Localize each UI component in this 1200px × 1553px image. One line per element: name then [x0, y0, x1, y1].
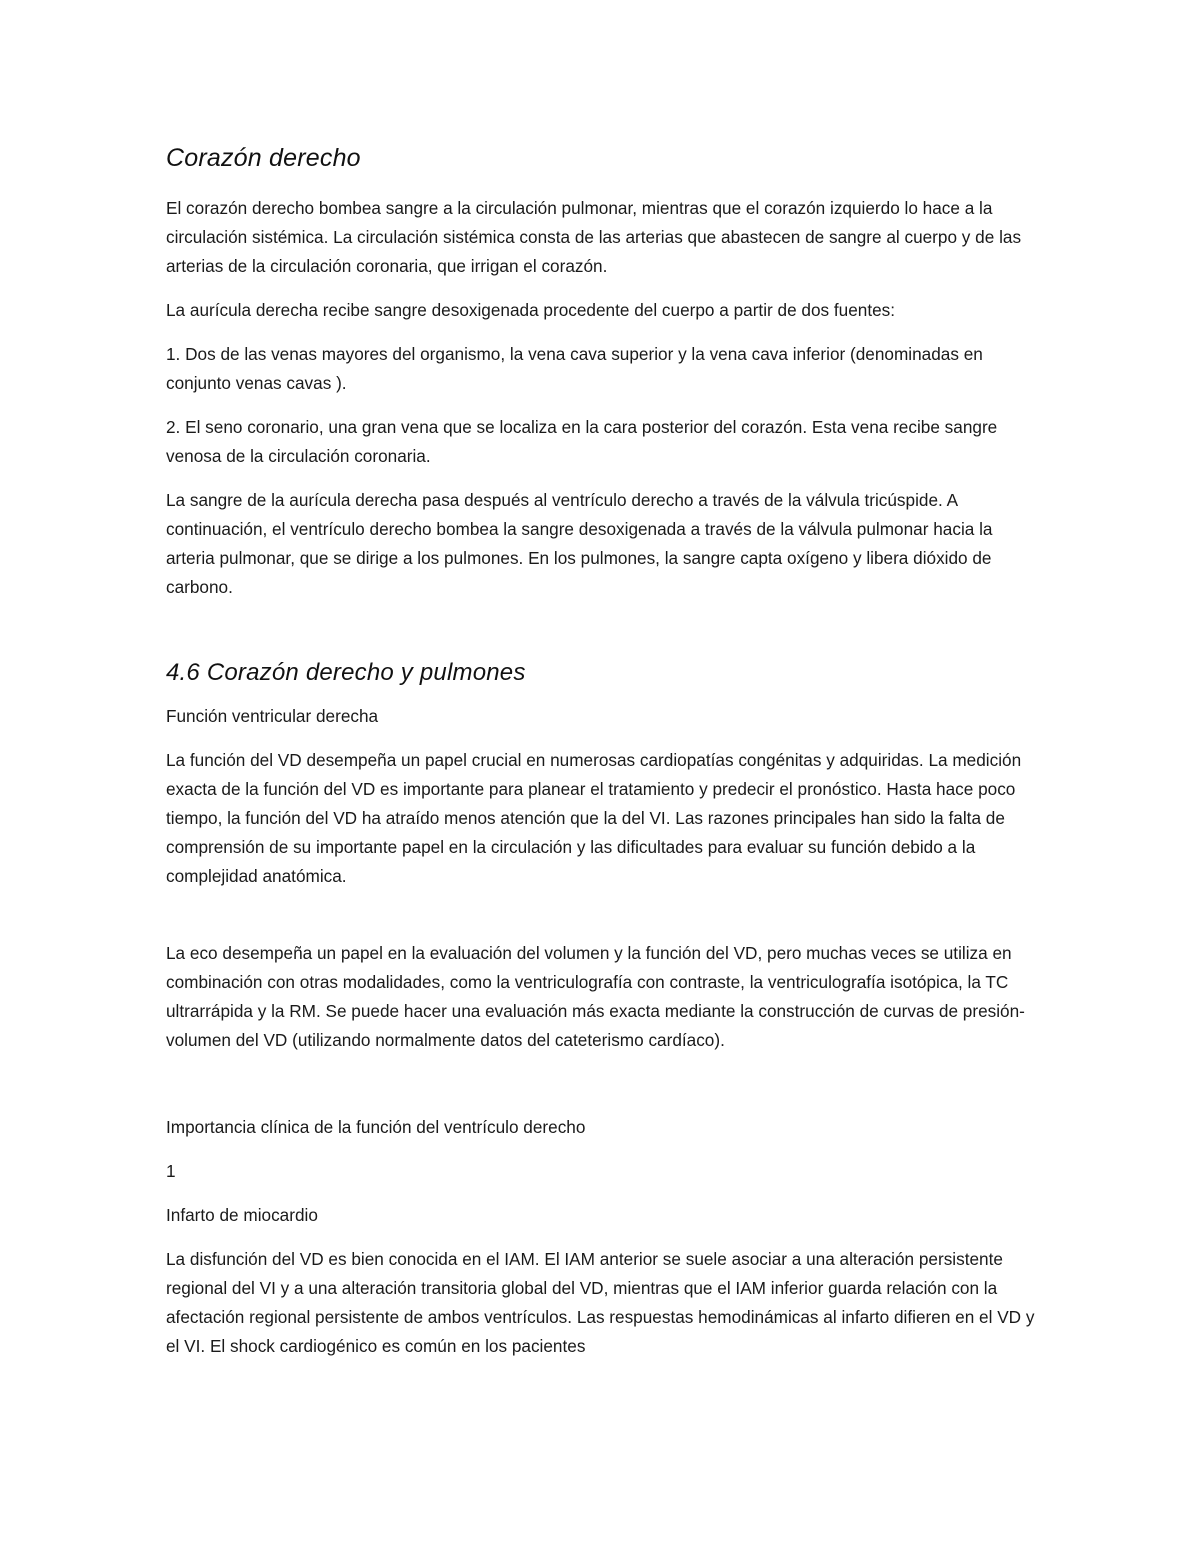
list-item-2: 2. El seno coronario, una gran vena que se localiza en la cara posterior del corazón. Esta vena recibe sangre venosa de la circulación coronaria. — [166, 417, 998, 466]
paragraph-intro: El corazón derecho bombea sangre a la circulación pulmonar, mientras que el corazón izquierdo lo hace a la circulación sistémica. La circulación sistémica consta de las arterias que abastecen de sangre al cuerpo y de las arterias de la circulación coronaria, que irrigan el corazón. — [166, 198, 1022, 276]
paragraph-disfuncion-vd: La disfunción del VD es bien conocida en el IAM. El IAM anterior se suele asociar a una alteración persistente regional del VI y a una alteración transitoria global del VD, mientras que el IAM inferior guarda relación con la afectación regional persistente de ambos ventrículos. Las respuestas hemodinámicas al infarto difieren en el VD y el VI. El shock cardiogénico es común en los pacientes — [166, 1249, 1035, 1356]
section-title-corazon-pulmones: 4.6 Corazón derecho y pulmones — [166, 659, 526, 686]
section-title-corazon-derecho: Corazón derecho — [166, 144, 361, 172]
paragraph-flujo-sanguineo: La sangre de la aurícula derecha pasa después al ventrículo derecho a través de la válvula tricúspide. A continuación, el ventrículo derecho bombea la sangre desoxigenada a través de la válvula pulmonar hacia la arteria pulmonar, que se dirige a los pulmones. En los pulmones, la sangre capta oxígeno y libera dióxido de carbono. — [166, 490, 993, 597]
list-number: 1 — [166, 1161, 176, 1181]
paragraph-auricula: La aurícula derecha recibe sangre desoxigenada procedente del cuerpo a partir de dos fuentes: — [166, 300, 896, 320]
subheading-funcion-ventricular: Función ventricular derecha — [166, 706, 379, 726]
paragraph-funcion-vd: La función del VD desempeña un papel crucial en numerosas cardiopatías congénitas y adquiridas. La medición exacta de la función del VD es importante para planear el tratamiento y predecir el pronóstico. Hasta hace poco tiempo, la función del VD ha atraído menos atención que la del VI. Las razones principales han sido la falta de comprensión de su importante papel en la circulación y las dificultades para evaluar su función debido a la complejidad anatómica. — [166, 750, 1022, 886]
subheading-importancia-clinica: Importancia clínica de la función del ventrículo derecho — [166, 1117, 586, 1137]
list-item-1: 1. Dos de las venas mayores del organismo, la vena cava superior y la vena cava inferior (denominadas en conjunto venas cavas ). — [166, 344, 983, 393]
paragraph-eco: La eco desempeña un papel en la evaluación del volumen y la función del VD, pero muchas veces se utiliza en combinación con otras modalidades, como la ventriculografía con contraste, la ventriculografía isotópica, la TC ultrarrápida y la RM. Se puede hacer una evaluación más exacta mediante la construcción de curvas de presión-volumen del VD (utilizando normalmente datos del cateterismo cardíaco). — [166, 943, 1025, 1050]
document-page — [166, 140, 1036, 1376]
subheading-infarto: Infarto de miocardio — [166, 1205, 318, 1225]
